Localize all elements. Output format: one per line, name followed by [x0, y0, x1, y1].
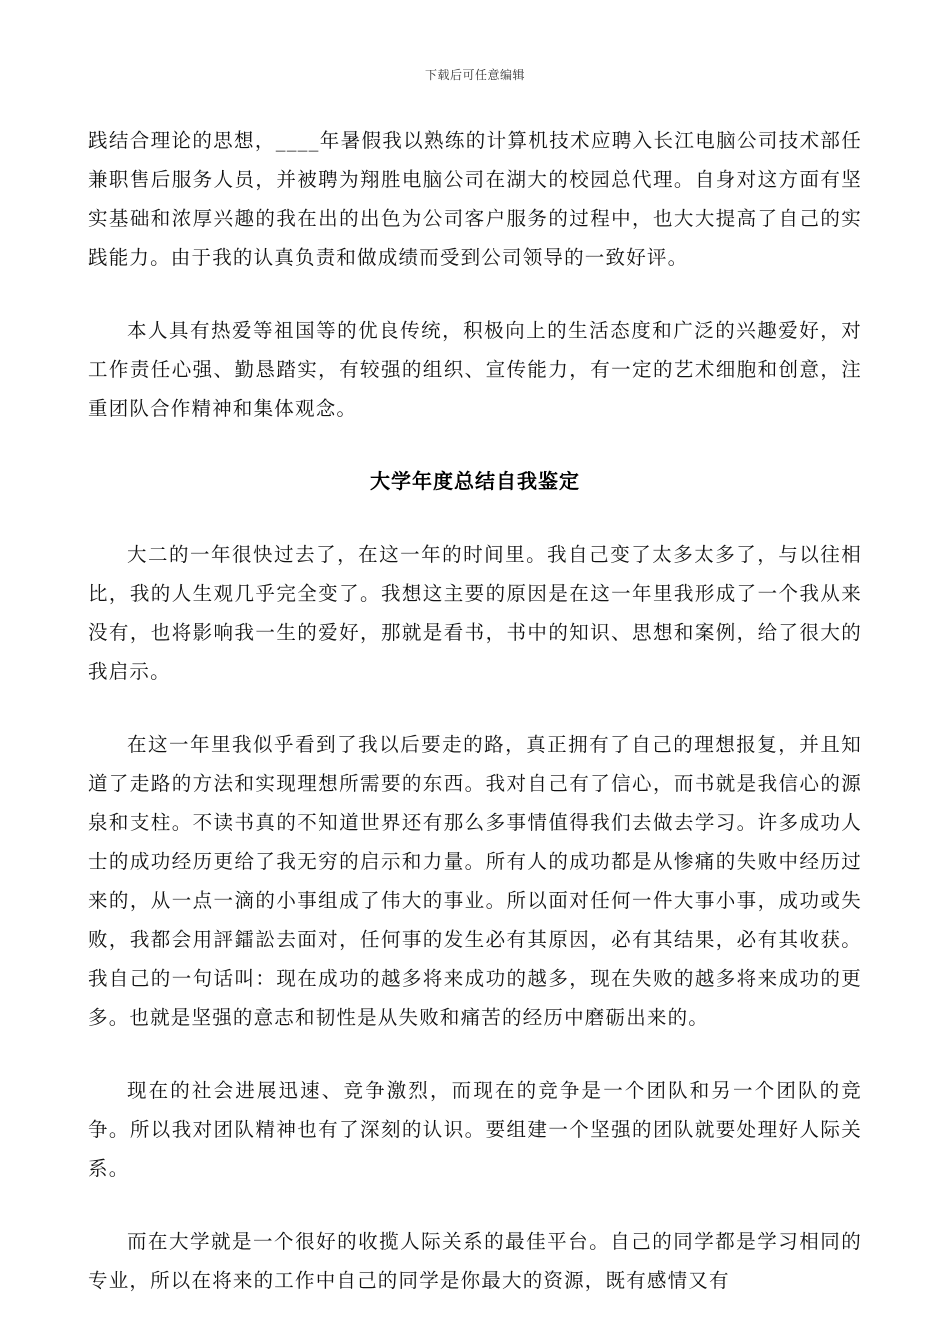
paragraph-gap [88, 428, 862, 462]
paragraph: 大二的一年很快过去了，在这一年的时间里。我自己变了太多太多了，与以往相比，我的人生观几乎完全变了。我想这主要的原因是在这一年里我形成了一个我从来没有，也将影响我一生的爱好，那就是看书，书中的知识、思想和案例，给了很大的我启示。 [88, 543, 862, 683]
paragraph: 在这一年里我似乎看到了我以后要走的路，真正拥有了自己的理想报复，并且知道了走路的方法和实现理想所需要的东西。我对自己有了信心，而书就是我信心的源泉和支柱。不读书真的不知道世界还有那么多事情值得我们去做去学习。许多成功人士的成功经历更给了我无穷的启示和力量。所有人的成功都是从惨痛的失败中经历过来的，从一点一滴的小事组成了伟大的事业。所以面对任何一件大事小事，成功或失败，我都会用評鐳訟去面对，任何事的发生必有其原因，必有其结果，必有其收获。我自己的一句话叫：现在成功的越多将来成功的越多，现在失败的越多将来成功的更多。也就是坚强的意志和韧性是从失败和痛苦的经历中磨砺出来的。 [88, 733, 862, 1029]
paragraph-gap [88, 277, 862, 311]
paragraph-gap [88, 1037, 862, 1071]
paragraph: 而在大学就是一个很好的收揽人际关系的最佳平台。自己的同学都是学习相同的专业，所以在将来的工作中自己的同学是你最大的资源，既有感情又有 [88, 1230, 862, 1292]
page-header-note: 下载后可任意编辑 [424, 68, 525, 82]
document-body [88, 121, 862, 1300]
paragraph: 本人具有热爱等祖国等的优良传统，积极向上的生活态度和广泛的兴趣爱好，对工作责任心强、勤恳踏实，有较强的组织、宣传能力，有一定的艺术细胞和创意，注重团队合作精神和集体观念。 [88, 319, 862, 420]
section-heading: 大学年度总结自我鉴定 [370, 469, 580, 493]
paragraph-continued: 践结合理论的思想，____年暑假我以熟练的计算机技术应聘入长江电脑公司技术部任兼职售后服务人员，并被聘为翔胜电脑公司在湖大的校园总代理。自身对这方面有坚实基础和浓厚兴趣的我在出的出色为公司客户服务的过程中，也大大提高了自己的实践能力。由于我的认真负责和做成绩而受到公司领导的一致好评。 [88, 129, 862, 269]
paragraph-gap [88, 691, 862, 725]
paragraph-gap [88, 501, 862, 535]
paragraph-gap [88, 1188, 862, 1222]
paragraph: 现在的社会进展迅速、竞争激烈，而现在的竞争是一个团队和另一个团队的竞争。所以我对团队精神也有了深刻的认识。要组建一个坚强的团队就要处理好人际关系。 [88, 1079, 862, 1180]
